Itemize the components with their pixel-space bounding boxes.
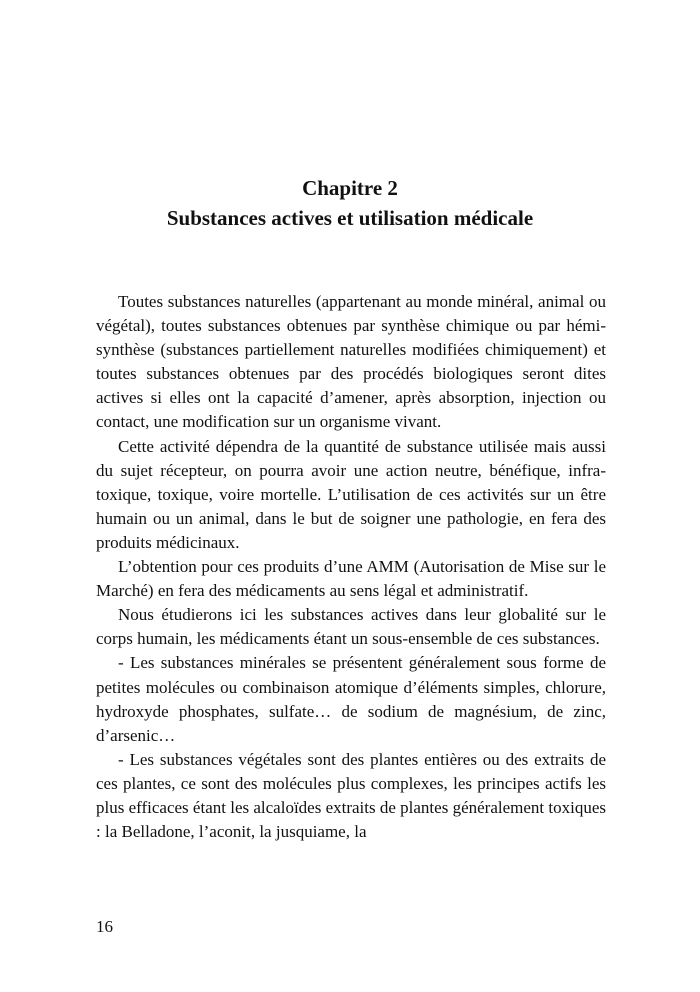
paragraph: Cette activité dépendra de la quantité de substance utilisée mais aussi du sujet récepteur, on pourra avoir une action neutre, bénéfique, infra-toxique, toxique, voire mortelle. L’utilisation de ces activités sur un être humain ou un animal, dans le but de soigner une pathologie, en fera des produits médicinaux. bbox=[96, 436, 606, 552]
paragraph: - Les substances végétales sont des plantes entières ou des extraits de ces plantes, ce sont des molécules plus complexes, les principes actifs les plus efficaces étant les alcaloïdes extraits de plantes généralement toxiques : la Belladone, l’aconit, la jusquiame, la bbox=[96, 749, 606, 842]
paragraph: Toutes substances naturelles (appartenant au monde minéral, animal ou végétal), toutes substances obtenues par synthèse chimique ou par hémi-synthèse (substances partiellement naturelles modifiées chimiquement) et toutes substances obtenues par des procédés biologiques seront dites actives si elles ont la capacité d’amener, après absorption, injection ou contact, une modification sur un organisme vivant. bbox=[96, 292, 606, 432]
paragraph: - Les substances minérales se présentent généralement sous forme de petites molécules ou combinaison atomique d’éléments simples, chlorure, hydroxyde phosphates, sulfate… de sodium de magnésium, de zinc, d’arsenic… bbox=[96, 653, 606, 745]
paragraph: L’obtention pour ces produits d’une AMM (Autorisation de Mise sur le Marché) en fera des médicaments au sens légal et administratif. bbox=[96, 557, 606, 601]
body-text bbox=[96, 290, 606, 844]
paragraph: Nous étudierons ici les substances actives dans leur globalité sur le corps humain, les médicaments étant un sous-ensemble de ces substances. bbox=[96, 605, 606, 649]
chapter-number: Chapitre 2 bbox=[302, 176, 398, 200]
page-number: 16 bbox=[96, 917, 113, 936]
chapter-title: Substances actives et utilisation médicale bbox=[166, 206, 534, 230]
